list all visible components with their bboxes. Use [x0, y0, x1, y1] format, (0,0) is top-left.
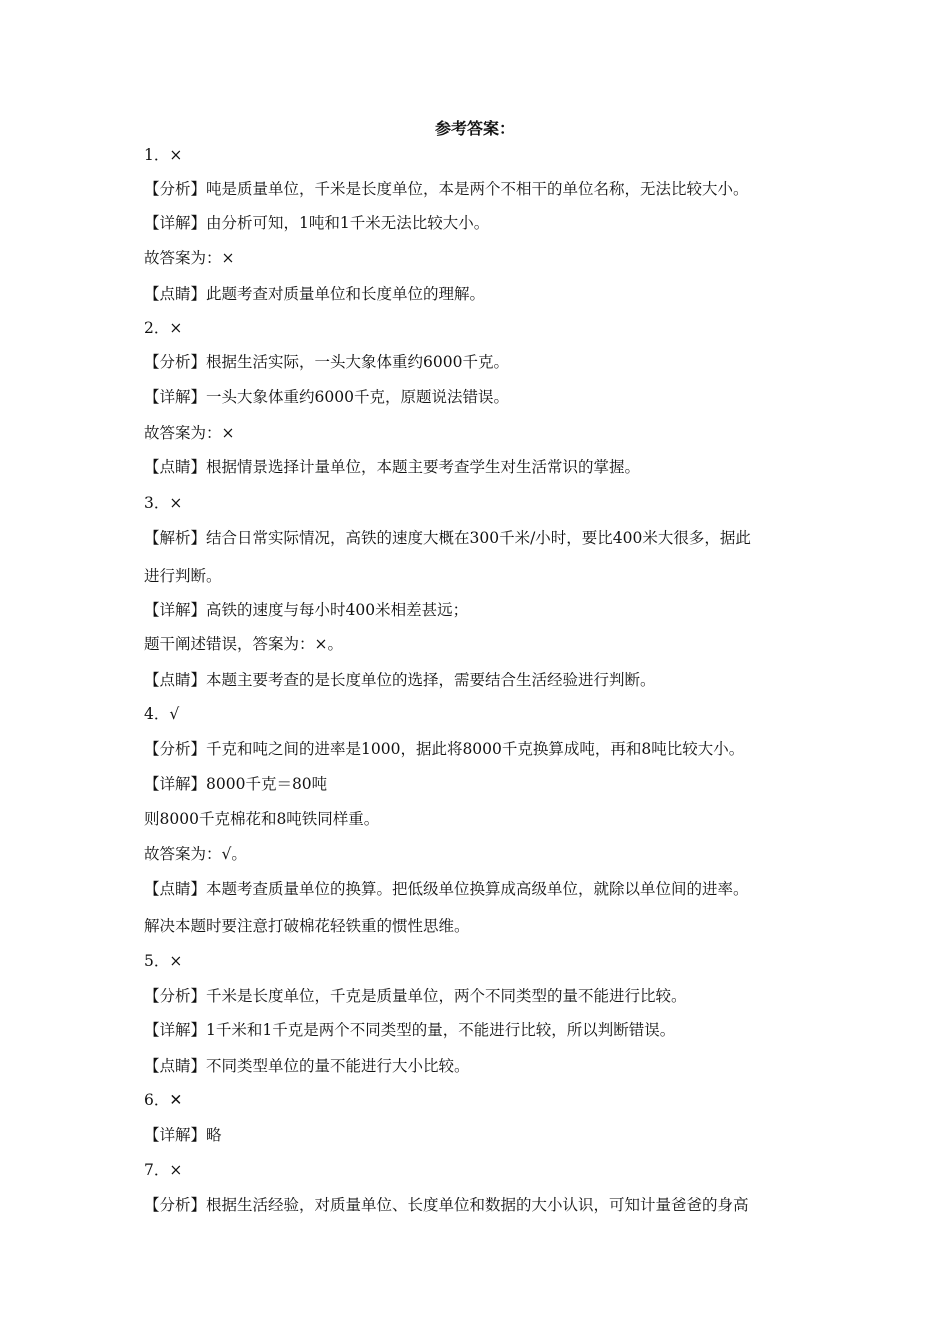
answer-4-detail: 【详解】8000千克＝80吨 — [144, 775, 328, 793]
answer-6-number: 6．✕ — [144, 1091, 183, 1109]
answer-1-comment: 【点睛】此题考查对质量单位和长度单位的理解。 — [144, 285, 486, 303]
answer-3-number: 3．× — [144, 494, 183, 512]
answer-3-comment: 【点睛】本题主要考查的是长度单位的选择，需要结合生活经验进行判断。 — [144, 671, 656, 689]
answer-2-comment: 【点睛】根据情景选择计量单位，本题主要考查学生对生活常识的掌握。 — [144, 458, 641, 476]
answer-1-number: 1．× — [144, 146, 183, 164]
answer-1-detail: 【详解】由分析可知，1吨和1千米无法比较大小。 — [144, 214, 490, 232]
page-title: 参考答案： — [434, 119, 515, 138]
answer-4-comment-cont: 解决本题时要注意打破棉花轻铁重的惯性思维。 — [144, 917, 470, 935]
answer-1-analysis: 【分析】吨是质量单位，千米是长度单位，本是两个不相干的单位名称，无法比较大小。 — [144, 180, 749, 198]
answer-4-comment: 【点睛】本题考查质量单位的换算。把低级单位换算成高级单位，就除以单位间的进率。 — [144, 880, 749, 898]
answer-3-analysis: 【解析】结合日常实际情况，高铁的速度大概在300千米/小时，要比400米大很多，据此 — [144, 529, 751, 547]
answer-2-analysis: 【分析】根据生活实际，一头大象体重约6000千克。 — [144, 353, 509, 371]
answer-4-detail-cont: 则8000千克棉花和8吨铁同样重。 — [144, 810, 380, 828]
answer-5-detail: 【详解】1千米和1千克是两个不同类型的量，不能进行比较，所以判断错误。 — [144, 1021, 676, 1039]
answer-5-comment: 【点睛】不同类型单位的量不能进行大小比较。 — [144, 1057, 470, 1075]
answer-2-result: 故答案为：× — [144, 424, 235, 442]
answer-5-number: 5．× — [144, 952, 183, 970]
answer-5-analysis: 【分析】千米是长度单位，千克是质量单位，两个不同类型的量不能进行比较。 — [144, 987, 687, 1005]
answer-7-number: 7．× — [144, 1161, 183, 1179]
answer-3-analysis-cont: 进行判断。 — [144, 567, 222, 585]
answer-4-analysis: 【分析】千克和吨之间的进率是1000，据此将8000千克换算成吨，再和8吨比较大小。 — [144, 740, 745, 758]
answer-2-detail: 【详解】一头大象体重约6000千克，原题说法错误。 — [144, 388, 509, 406]
answer-2-number: 2．× — [144, 319, 183, 337]
answer-4-result: 故答案为：√。 — [144, 845, 247, 863]
answer-3-detail: 【详解】高铁的速度与每小时400米相差甚远； — [144, 601, 469, 619]
answer-7-analysis: 【分析】根据生活经验，对质量单位、长度单位和数据的大小认识，可知计量爸爸的身高 — [144, 1196, 749, 1214]
answer-4-number: 4．√ — [144, 705, 180, 723]
answer-6-detail: 【详解】略 — [144, 1126, 222, 1144]
answer-3-result: 题干阐述错误，答案为：×。 — [144, 635, 343, 653]
answer-1-result: 故答案为：× — [144, 249, 235, 267]
